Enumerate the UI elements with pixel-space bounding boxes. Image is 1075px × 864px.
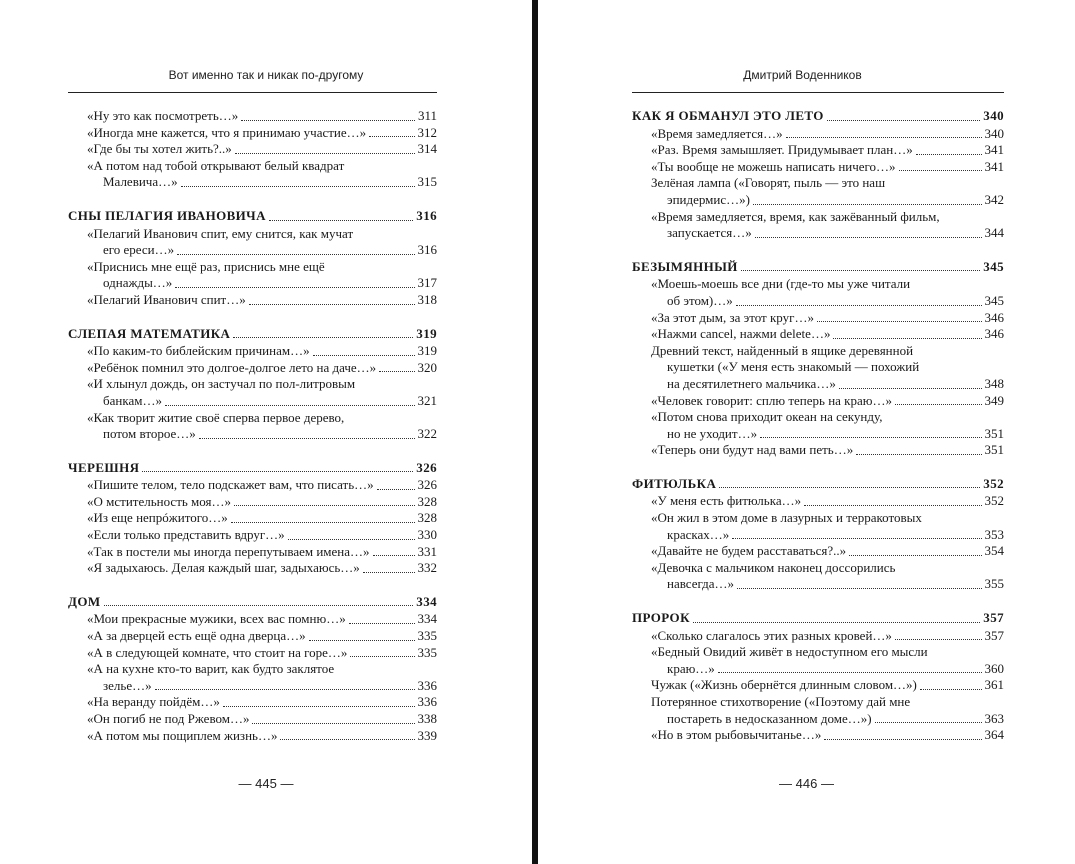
- entry-page: 353: [984, 526, 1004, 542]
- entry-line: но не уходит…»: [667, 425, 758, 441]
- entry-line: кушетки («У меня есть знакомый — похожий: [667, 359, 920, 375]
- entry-row: [87, 611, 437, 628]
- entry-line: «Давайте не будем расставаться?..»: [651, 543, 847, 559]
- entry-row: [87, 628, 437, 645]
- entry-page: 321: [417, 392, 437, 408]
- entry-line: «А в следующей комнате, что стоит на горе…»: [87, 644, 348, 660]
- dot-leader: [252, 723, 414, 724]
- entry-row: [651, 426, 1004, 443]
- dot-leader: [165, 405, 415, 406]
- entry-row: [87, 141, 437, 158]
- entry-row: [87, 108, 437, 125]
- dot-leader: [875, 722, 982, 723]
- dot-leader: [349, 623, 415, 624]
- entry-page: 330: [417, 527, 437, 543]
- dot-leader: [719, 487, 980, 488]
- entry-page: 317: [417, 275, 437, 291]
- entry-line: Чужак («Жизнь обернётся длинным словом…»): [651, 677, 917, 693]
- dot-leader: [104, 605, 414, 606]
- entry-line: «Пелагий Иванович спит, ему снится, как мучат: [87, 225, 354, 241]
- dot-leader: [804, 505, 981, 506]
- entry-page: 363: [984, 710, 1004, 726]
- entry-row: [87, 343, 437, 360]
- section-title: СНЫ ПЕЛАГИЯ ИВАНОВИЧА: [68, 207, 266, 223]
- toc-entry[interactable]: [68, 292, 437, 309]
- page-number: — 445 —: [238, 776, 294, 791]
- dot-leader: [369, 136, 414, 137]
- section-heading[interactable]: [68, 208, 437, 225]
- entry-row: [87, 275, 437, 292]
- entry-page: 336: [417, 694, 437, 710]
- dot-leader: [817, 321, 982, 322]
- dot-leader: [377, 489, 415, 490]
- section-page: 357: [983, 610, 1004, 626]
- entry-page: 315: [417, 174, 437, 190]
- section-heading[interactable]: [68, 326, 437, 343]
- entry-line: однажды…»: [103, 275, 173, 291]
- toc-entry[interactable]: [68, 611, 437, 628]
- entry-page: 354: [984, 543, 1004, 559]
- entry-line: «Он погиб не под Ржевом…»: [87, 711, 250, 726]
- entry-row: [651, 142, 1004, 159]
- toc-entry[interactable]: [68, 226, 437, 259]
- dot-leader: [181, 186, 415, 187]
- entry-line: Зелёная лампа («Говорят, пыль — это наш: [651, 175, 886, 191]
- toc-entry[interactable]: [632, 727, 1004, 744]
- dot-leader: [920, 689, 982, 690]
- toc-section: [68, 108, 437, 191]
- entry-line: банкам…»: [103, 392, 162, 408]
- toc-section: [632, 476, 1004, 593]
- entry-row: [87, 292, 437, 309]
- entry-line: запускается…»: [667, 225, 752, 241]
- dot-leader: [737, 588, 981, 589]
- entry-line: на десятилетнего мальчика…»: [667, 375, 836, 391]
- entry-page: 335: [417, 644, 437, 660]
- dot-leader: [849, 555, 981, 556]
- entry-line: «Моешь-моешь все дни (где-то мы уже читали: [651, 276, 911, 292]
- entry-row: [651, 543, 1004, 560]
- entry-page: 332: [417, 560, 437, 576]
- section-title: ЧЕРЕШНЯ: [68, 459, 140, 475]
- dot-leader: [753, 204, 982, 205]
- entry-line: об этом)…»: [667, 292, 733, 308]
- entry-page: 322: [417, 426, 437, 442]
- entry-page: 351: [984, 425, 1004, 441]
- dot-leader: [736, 305, 982, 306]
- dot-leader: [718, 672, 982, 673]
- entry-row: [651, 393, 1004, 410]
- right-page: [538, 0, 1075, 864]
- entry-line: «Приснись мне ещё раз, приснись мне ещё: [87, 258, 325, 274]
- entry-line: «За этот дым, за этот круг…»: [651, 309, 814, 325]
- entry-row: [651, 493, 1004, 510]
- dot-leader: [833, 338, 981, 339]
- entry-page: 346: [984, 326, 1004, 342]
- dot-leader: [235, 153, 415, 154]
- entry-line: постареть в недосказанном доме…»): [667, 710, 872, 726]
- entry-line: «Человек говорит: сплю теперь на краю…»: [651, 392, 892, 408]
- entry-line: Малевича…»: [103, 174, 178, 190]
- entry-row: [651, 527, 1004, 544]
- entry-page: 312: [417, 124, 437, 140]
- entry-row: [87, 728, 437, 745]
- entry-page: 318: [417, 291, 437, 307]
- entry-page: 340: [984, 125, 1004, 141]
- section-page: 345: [983, 258, 1004, 274]
- entry-line: краю…»: [667, 660, 715, 676]
- entry-page: 319: [417, 343, 437, 359]
- entry-line: «А потом мы пощиплем жизнь…»: [87, 727, 278, 743]
- entry-row: [87, 645, 437, 662]
- entry-page: 341: [984, 142, 1004, 158]
- entry-line: «Я задыхаюсь. Делая каждый шаг, задыхаюсь…»: [87, 560, 360, 576]
- entry-line: «У меня есть фитюлька…»: [651, 493, 802, 509]
- entry-line: «Пелагий Иванович спит…»: [87, 291, 246, 307]
- entry-line: Потерянное стихотворение («Поэтому дай мне: [651, 694, 911, 709]
- entry-row: [651, 326, 1004, 343]
- entry-line: «Так в постели мы иногда перепутываем имена…»: [87, 543, 370, 559]
- entry-line: зелье…»: [103, 677, 152, 693]
- entry-page: 339: [417, 727, 437, 743]
- running-head: Дмитрий Воденников: [743, 68, 862, 82]
- entry-line: «Теперь они будут над вами петь…»: [651, 442, 854, 458]
- dot-leader: [895, 639, 982, 640]
- entry-row: [651, 661, 1004, 678]
- toc-section: [632, 259, 1004, 459]
- section-page: 319: [416, 325, 437, 341]
- toc-entry[interactable]: [632, 543, 1004, 560]
- toc-entry[interactable]: [68, 544, 437, 561]
- entry-page: 348: [984, 375, 1004, 391]
- toc-section: [68, 460, 437, 577]
- toc-entry[interactable]: [632, 159, 1004, 176]
- toc-entry[interactable]: [68, 410, 437, 443]
- section-page: 326: [416, 459, 437, 475]
- entry-page: 320: [417, 359, 437, 375]
- toc-entry[interactable]: [68, 711, 437, 728]
- toc-entry[interactable]: [68, 728, 437, 745]
- section-heading[interactable]: [68, 460, 437, 477]
- entry-row: [87, 426, 437, 443]
- entry-line: «Иногда мне кажется, что я принимаю участие…»: [87, 124, 367, 140]
- toc-entry[interactable]: [68, 108, 437, 125]
- dot-leader: [142, 471, 413, 472]
- entry-row: [87, 510, 437, 527]
- entry-row: [87, 125, 437, 142]
- page-number: — 446 —: [779, 776, 834, 791]
- dot-leader: [175, 287, 414, 288]
- dot-leader: [288, 539, 415, 540]
- entry-page: 344: [984, 225, 1004, 241]
- toc-entry[interactable]: [632, 326, 1004, 343]
- header-rule: [632, 92, 1004, 93]
- entry-row: [651, 442, 1004, 459]
- entry-page: 346: [984, 309, 1004, 325]
- section-title: БЕЗЫМЯННЫЙ: [632, 258, 738, 274]
- entry-line: «Бедный Овидий живёт в недоступном его мысли: [651, 644, 928, 660]
- entry-row: [87, 393, 437, 410]
- entry-line: красках…»: [667, 526, 730, 542]
- table-of-contents: [632, 108, 1004, 761]
- entry-page: 345: [984, 292, 1004, 308]
- dot-leader: [241, 120, 415, 121]
- toc-entry[interactable]: [68, 527, 437, 544]
- entry-line: «Ну это как посмотреть…»: [87, 108, 239, 123]
- entry-line: потом второе…»: [103, 426, 196, 442]
- toc-entry[interactable]: [632, 510, 1004, 543]
- entry-line: «Мои прекрасные мужики, всех вас помню…»: [87, 611, 346, 627]
- dot-leader: [350, 656, 414, 657]
- entry-line: навсегда…»: [667, 576, 735, 592]
- toc-entry[interactable]: [632, 209, 1004, 242]
- section-page: 316: [416, 207, 437, 223]
- entry-page: 342: [984, 191, 1004, 207]
- entry-page: 349: [984, 392, 1004, 408]
- entry-row: [651, 159, 1004, 176]
- section-page: 340: [983, 108, 1004, 123]
- toc-entry[interactable]: [68, 494, 437, 511]
- section-title: ПРОРОК: [632, 610, 690, 626]
- dot-leader: [856, 454, 981, 455]
- toc-section: [68, 594, 437, 744]
- toc-entry[interactable]: [68, 376, 437, 409]
- entry-page: 316: [417, 242, 437, 258]
- entry-line: «Раз. Время замышляет. Придумывает план…»: [651, 142, 913, 158]
- entry-row: [651, 192, 1004, 209]
- entry-line: Древний текст, найденный в ящике деревянной: [651, 342, 914, 358]
- dot-leader: [379, 371, 414, 372]
- entry-line: «Но в этом рыбовычитанье…»: [651, 727, 822, 743]
- entry-row: [87, 477, 437, 494]
- dot-leader: [760, 437, 981, 438]
- entry-page: 311: [417, 108, 437, 123]
- section-heading[interactable]: [632, 476, 1004, 493]
- entry-line: эпидермис…»): [667, 191, 750, 207]
- entry-line: «А на кухне кто-то варит, как будто заклятое: [87, 661, 335, 677]
- section-page: 334: [416, 593, 437, 609]
- toc-entry[interactable]: [632, 694, 1004, 727]
- toc-entry[interactable]: [632, 343, 1004, 393]
- entry-page: 314: [417, 141, 437, 157]
- left-page: [0, 0, 532, 864]
- entry-row: [651, 293, 1004, 310]
- entry-line: «Если только представить вдруг…»: [87, 527, 285, 543]
- toc-entry[interactable]: [68, 158, 437, 191]
- dot-leader: [786, 137, 982, 138]
- entry-row: [87, 360, 437, 377]
- toc-entry[interactable]: [632, 409, 1004, 442]
- entry-line: «Нажми cancel, нажми delete…»: [651, 326, 831, 342]
- toc-section: [68, 326, 437, 443]
- entry-row: [87, 174, 437, 191]
- entry-row: [87, 527, 437, 544]
- entry-line: «Потом снова приходит океан на секунду,: [651, 409, 883, 425]
- dot-leader: [280, 739, 414, 740]
- entry-page: 326: [417, 477, 437, 493]
- entry-page: 361: [984, 677, 1004, 693]
- entry-row: [651, 677, 1004, 694]
- entry-row: [651, 310, 1004, 327]
- toc-entry[interactable]: [68, 343, 437, 360]
- entry-line: «О мстительность моя…»: [87, 493, 232, 509]
- toc-entry[interactable]: [632, 560, 1004, 593]
- entry-line: «На веранду пойдём…»: [87, 694, 220, 710]
- toc-entry[interactable]: [68, 645, 437, 662]
- toc-entry[interactable]: [68, 560, 437, 577]
- section-title: ФИТЮЛЬКА: [632, 475, 717, 491]
- table-of-contents: [68, 108, 437, 761]
- entry-row: [651, 727, 1004, 744]
- entry-page: 351: [984, 442, 1004, 458]
- section-heading[interactable]: [632, 108, 1004, 125]
- toc-entry[interactable]: [632, 310, 1004, 327]
- entry-line: «Сколько слагалось этих разных кровей…»: [651, 627, 892, 643]
- toc-entry[interactable]: [632, 677, 1004, 694]
- entry-page: 360: [984, 660, 1004, 676]
- entry-page: 331: [417, 543, 437, 559]
- toc-entry[interactable]: [632, 126, 1004, 143]
- section-heading[interactable]: [632, 610, 1004, 627]
- section-title: СЛЕПАЯ МАТЕМАТИКА: [68, 325, 231, 341]
- section-page: 352: [983, 475, 1004, 491]
- entry-page: 357: [984, 627, 1004, 643]
- toc-section: [632, 108, 1004, 242]
- dot-leader: [824, 739, 981, 740]
- running-head: Вот именно так и никак по-другому: [168, 68, 364, 82]
- toc-section: [68, 208, 437, 309]
- entry-row: [87, 494, 437, 511]
- toc-entry[interactable]: [68, 510, 437, 527]
- toc-entry[interactable]: [68, 141, 437, 158]
- dot-leader: [895, 404, 982, 405]
- entry-page: 352: [984, 493, 1004, 509]
- toc-entry[interactable]: [632, 276, 1004, 309]
- dot-leader: [827, 120, 980, 121]
- entry-line: «А потом над тобой открывают белый квадрат: [87, 157, 345, 173]
- entry-page: 328: [417, 493, 437, 509]
- dot-leader: [916, 154, 982, 155]
- toc-entry[interactable]: [68, 259, 437, 292]
- toc-entry[interactable]: [68, 694, 437, 711]
- dot-leader: [309, 640, 415, 641]
- entry-page: 335: [417, 628, 437, 644]
- dot-leader: [839, 388, 982, 389]
- entry-row: [87, 711, 437, 728]
- entry-line: «Пишите телом, тело подскажет вам, что писать…»: [87, 477, 374, 493]
- entry-row: [651, 576, 1004, 593]
- entry-line: его ереси…»: [103, 242, 175, 258]
- toc-entry[interactable]: [68, 477, 437, 494]
- entry-row: [87, 560, 437, 577]
- entry-page: 364: [984, 727, 1004, 743]
- entry-line: «Как творит житие своё сперва первое дерево,: [87, 409, 345, 425]
- dot-leader: [899, 170, 982, 171]
- entry-row: [651, 628, 1004, 645]
- dot-leader: [155, 689, 415, 690]
- toc-section: [632, 610, 1004, 744]
- entry-line: «Время замедляется…»: [651, 125, 783, 141]
- section-heading[interactable]: [632, 259, 1004, 276]
- entry-row: [651, 126, 1004, 143]
- entry-page: 338: [417, 711, 437, 726]
- dot-leader: [231, 522, 415, 523]
- entry-row: [87, 544, 437, 561]
- entry-line: «Время замедляется, время, как зажёванный фильм,: [651, 208, 940, 224]
- section-title: КАК Я ОБМАНУЛ ЭТО ЛЕТО: [632, 108, 824, 123]
- entry-page: 334: [417, 611, 437, 627]
- entry-line: «А за дверцей есть ещё одна дверца…»: [87, 628, 306, 644]
- dot-leader: [269, 220, 413, 221]
- entry-line: «Ты вообще не можешь написать ничего…»: [651, 158, 896, 174]
- header-rule: [68, 92, 437, 93]
- dot-leader: [741, 270, 980, 271]
- section-title: ДОМ: [68, 593, 101, 609]
- entry-row: [651, 225, 1004, 242]
- entry-line: «Ребёнок помнил это долгое-долгое лето на даче…»: [87, 359, 377, 375]
- dot-leader: [223, 706, 415, 707]
- toc-entry[interactable]: [632, 142, 1004, 159]
- entry-page: 355: [984, 576, 1004, 592]
- toc-entry[interactable]: [68, 360, 437, 377]
- entry-line: «И хлынул дождь, он застучал по пол-литровым: [87, 376, 356, 392]
- entry-line: «Из еще непрóжитого…»: [87, 510, 228, 526]
- entry-line: «Он жил в этом доме в лазурных и терракотовых: [651, 510, 922, 526]
- entry-page: 328: [417, 510, 437, 526]
- dot-leader: [732, 538, 981, 539]
- toc-entry[interactable]: [68, 661, 437, 694]
- entry-line: «По каким-то библейским причинам…»: [87, 343, 310, 359]
- toc-entry[interactable]: [632, 628, 1004, 645]
- entry-page: 336: [417, 677, 437, 693]
- entry-row: [87, 678, 437, 695]
- dot-leader: [249, 304, 415, 305]
- toc-entry[interactable]: [632, 175, 1004, 208]
- dot-leader: [373, 555, 415, 556]
- dot-leader: [693, 622, 980, 623]
- entry-row: [651, 711, 1004, 728]
- entry-line: «Девочка с мальчиком наконец доссорились: [651, 559, 896, 575]
- section-heading[interactable]: [68, 594, 437, 611]
- entry-line: «Где бы ты хотел жить?..»: [87, 141, 232, 157]
- dot-leader: [363, 572, 415, 573]
- dot-leader: [177, 254, 414, 255]
- toc-entry[interactable]: [68, 628, 437, 645]
- dot-leader: [234, 505, 414, 506]
- dot-leader: [233, 337, 413, 338]
- toc-entry[interactable]: [632, 644, 1004, 677]
- entry-row: [87, 242, 437, 259]
- entry-row: [651, 376, 1004, 393]
- toc-entry[interactable]: [632, 442, 1004, 459]
- entry-page: 341: [984, 158, 1004, 174]
- entry-row: [87, 694, 437, 711]
- toc-entry[interactable]: [68, 125, 437, 142]
- dot-leader: [199, 438, 415, 439]
- toc-entry[interactable]: [632, 393, 1004, 410]
- dot-leader: [755, 237, 982, 238]
- dot-leader: [313, 355, 415, 356]
- toc-entry[interactable]: [632, 493, 1004, 510]
